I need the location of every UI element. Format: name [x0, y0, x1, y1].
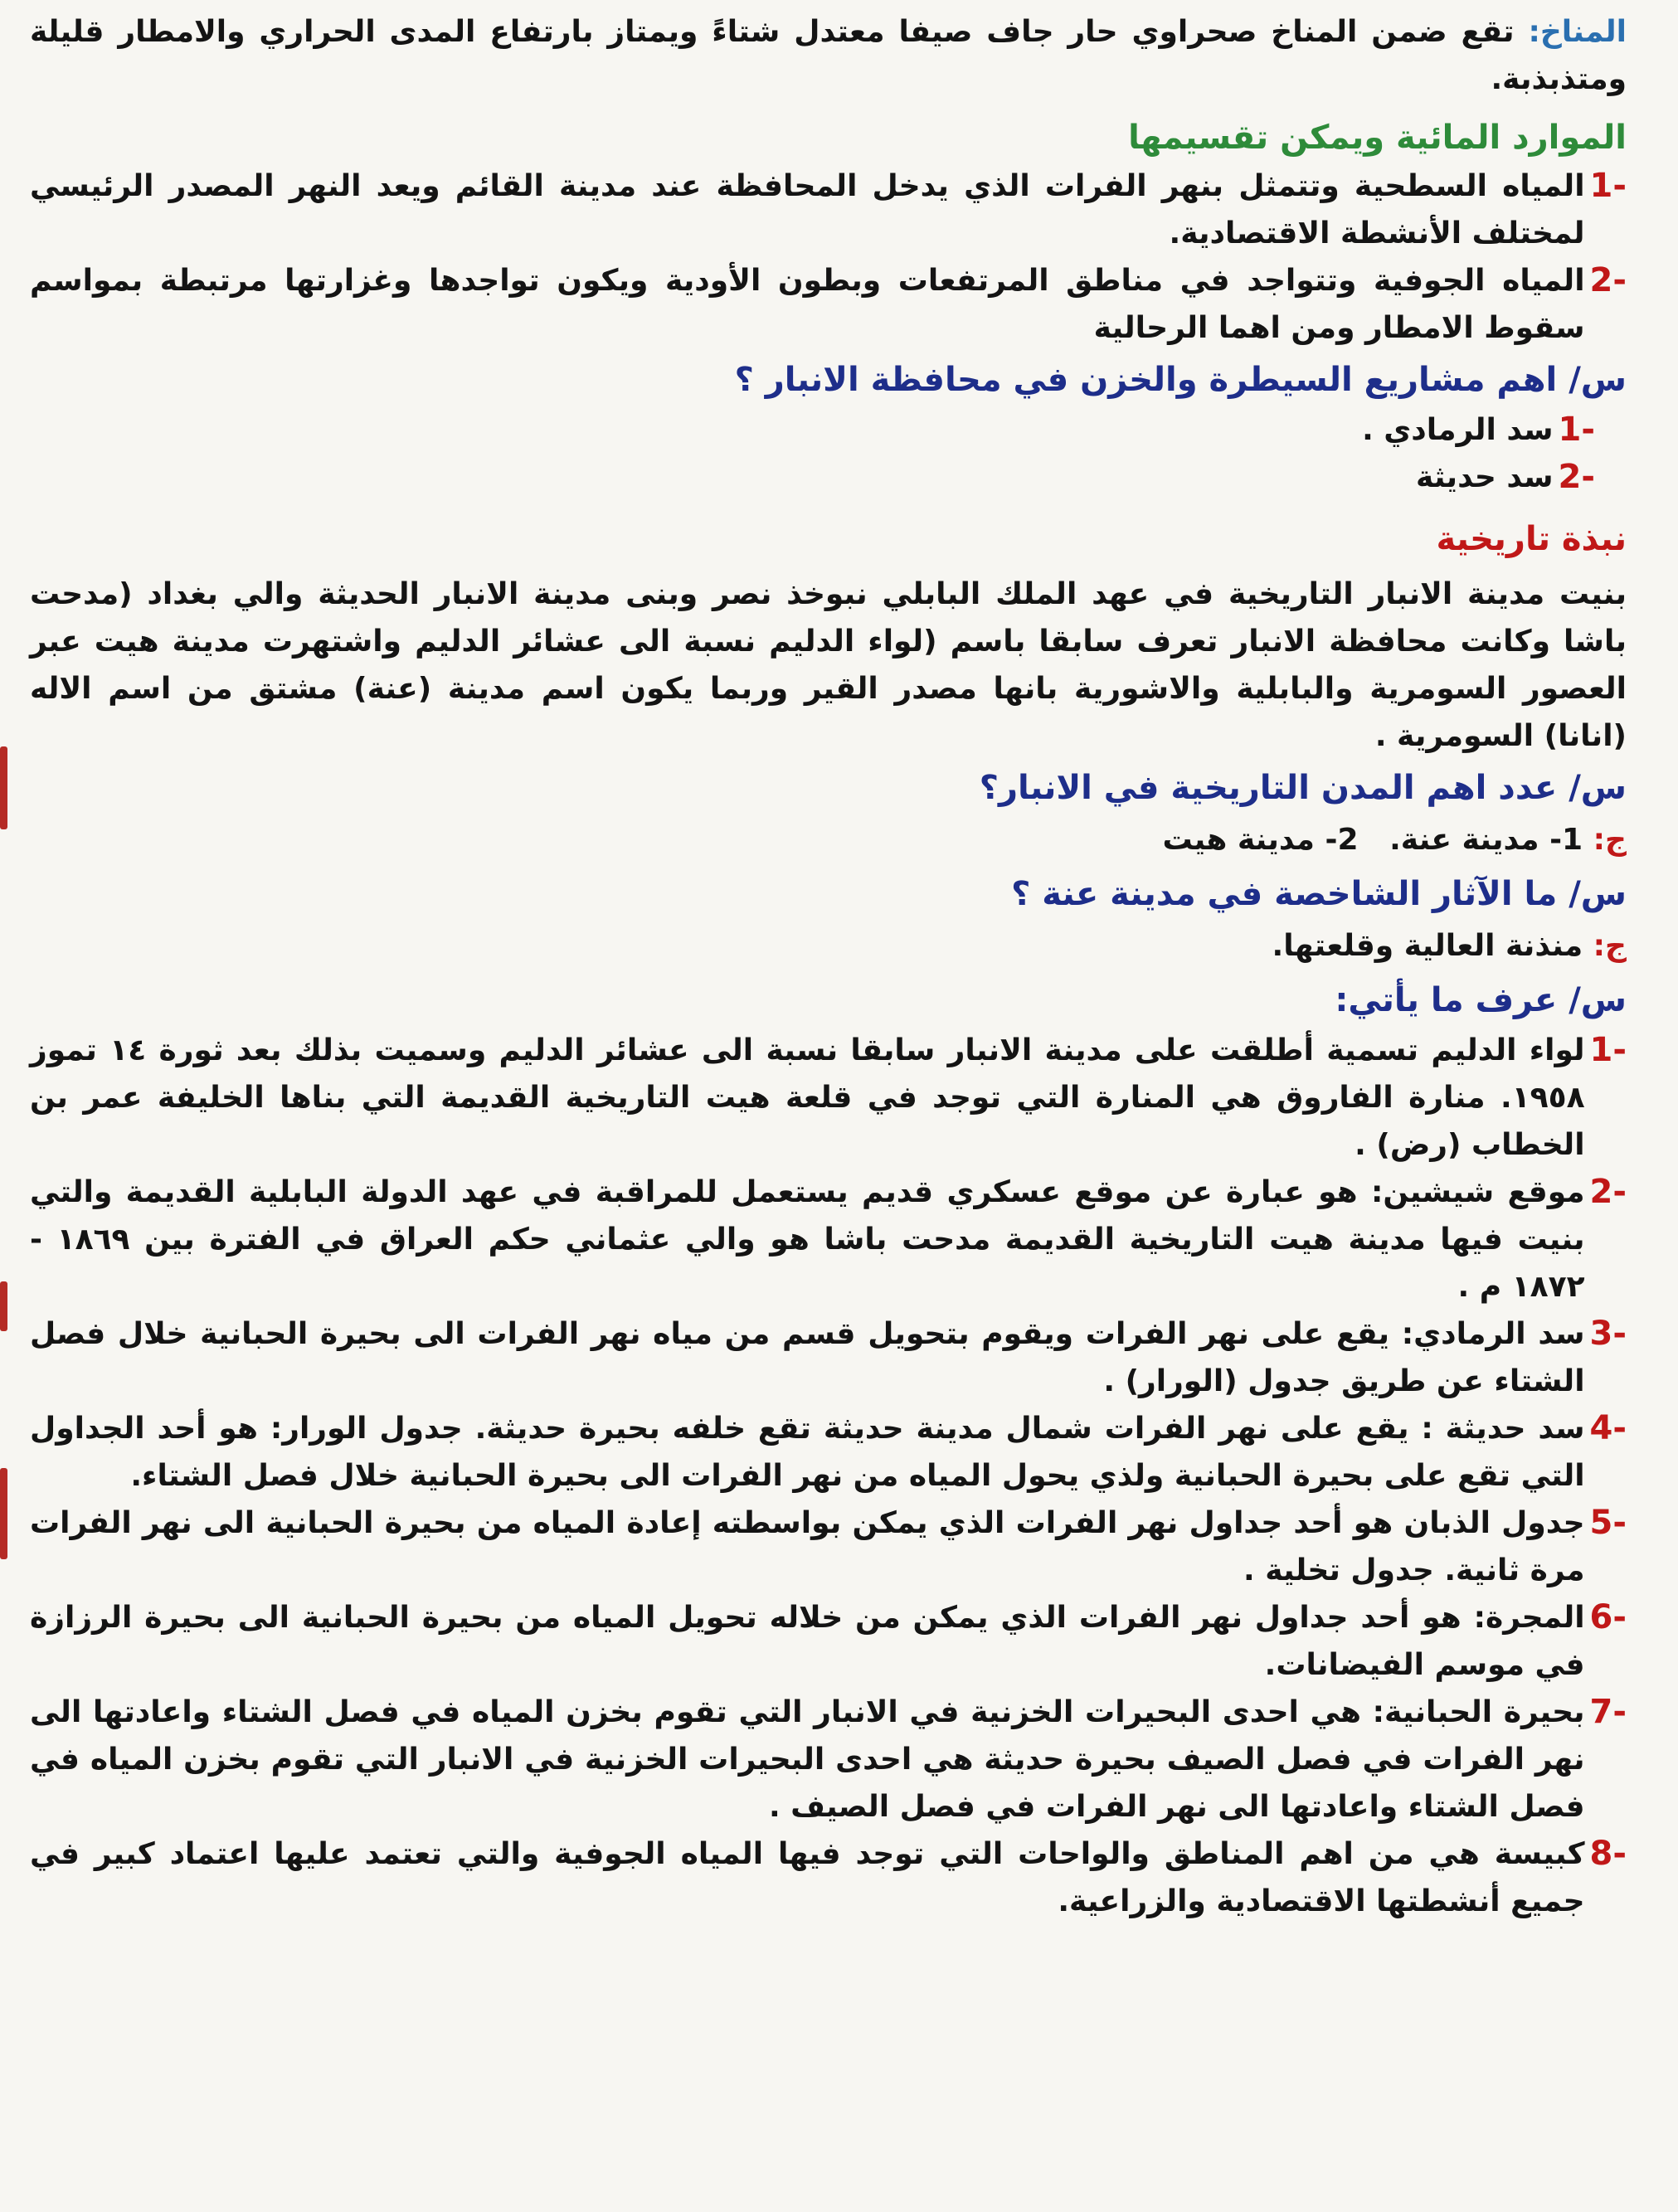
climate-label: المناخ: [1528, 15, 1627, 49]
definition-item [30, 1405, 1627, 1500]
item-number: -1 [1589, 167, 1627, 205]
page-edge-mark [0, 1281, 7, 1331]
question-monuments [30, 868, 1627, 921]
page-edge-mark [0, 1468, 7, 1559]
list-item [30, 257, 1627, 352]
item-number: -3 [1589, 1315, 1627, 1353]
question-projects [30, 353, 1627, 406]
item-number: -2 [1589, 1173, 1627, 1211]
question-prefix: س/ [1569, 875, 1627, 913]
list-item [30, 406, 1627, 454]
definition-item [30, 1594, 1627, 1689]
history-paragraph: بنيت مدينة الانبار التاريخية في عهد الملك البابلي نبوخذ نصر وبنى مدينة الانبار الحديثة والي بغداد (مدحت باشا وكانت محافظة الانبار تعرف سابقا باسم (لواء الدليم نسبة الى عشائر الدليم واشتهرت مدينة هيت عبر العصور السومرية والبابلية والاشورية بانها مصدر القير وربما يكون اسم مدينة (عنة) مشتق من اسم الاله (انانا) السومرية . [30, 577, 1627, 753]
definition-item [30, 1310, 1627, 1405]
history-heading: نبذة تاريخية [1436, 520, 1627, 558]
list-item [30, 163, 1627, 257]
item-number: -4 [1589, 1409, 1627, 1447]
item-number: -1 [1589, 1031, 1627, 1069]
item-number: -2 [1558, 458, 1595, 496]
definition-item [30, 1169, 1627, 1310]
list-item [30, 454, 1627, 501]
question-text: ما الآثار الشاخصة في مدينة عنة ؟ [1011, 875, 1558, 913]
item-text: سد الرمادي: يقع على نهر الفرات ويقوم بتحويل قسم من مياه نهر الفرات الى بحيرة الحبانية خلال فصل الشتاء عن طريق جدول (الورار) . [30, 1317, 1585, 1398]
climate-paragraph [30, 8, 1627, 103]
definition-item [30, 1027, 1627, 1169]
item-text: كبيسة هي من اهم المناطق والواحات التي توجد فيها المياه الجوفية والتي تعتمد عليها اعتماد كبير في جميع أنشطتها الاقتصادية والزراعية. [30, 1837, 1585, 1918]
item-text: موقع شيشين: هو عبارة عن موقع عسكري قديم يستعمل للمراقبة في عهد الدولة البابلية القديمة والتي بنيت فيها مدينة هيت التاريخية القديمة مدحت باشا هو والي عثماني حكم العراق في الفترة بين ١٨٦٩ - ١٨٧٢ م . [30, 1175, 1585, 1304]
climate-text: تقع ضمن المناخ صحراوي حار جاف صيفا معتدل شتاءً ويمتاز بارتفاع المدى الحراري والامطار قليلة ومتذبذبة. [30, 15, 1627, 96]
answer-prefix: ج: [1593, 823, 1627, 857]
question-prefix: س/ [1569, 981, 1627, 1019]
question-text: عدد اهم المدن التاريخية في الانبار؟ [979, 769, 1558, 807]
question-text: عرف ما يأتي: [1335, 981, 1558, 1019]
answer-cities [30, 814, 1627, 866]
question-prefix: س/ [1569, 361, 1627, 399]
item-number: -6 [1589, 1598, 1627, 1636]
item-text: لواء الدليم تسمية أطلقت على مدينة الانبار سابقا نسبة الى عشائر الدليم وسميت بذلك بعد ثورة ١٤ تموز ١٩٥٨. منارة الفاروق هي المنارة التي توجد في قلعة هيت التاريخية القديمة التي بناها الخليفة عمر بن الخطاب (رض) . [30, 1033, 1585, 1162]
item-number: -5 [1589, 1504, 1627, 1542]
item-number: -1 [1558, 411, 1595, 449]
item-number: -2 [1589, 261, 1627, 299]
item-text: المجرة: هو أحد جداول نهر الفرات الذي يمكن من خلاله تحويل المياه من بحيرة الحبانية الى بحيرة الرزازة في موسم الفيضانات. [30, 1601, 1585, 1682]
water-resources-heading: الموارد المائية ويمكن تقسيمها [1128, 119, 1627, 157]
question-text: اهم مشاريع السيطرة والخزن في محافظة الانبار ؟ [734, 361, 1558, 399]
question-define [30, 974, 1627, 1027]
item-text: المياه السطحية وتتمثل بنهر الفرات الذي يدخل المحافظة عند مدينة القائم ويعد النهر المصدر الرئيسي لمختلف الأنشطة الاقتصادية. [30, 169, 1585, 250]
answer-monuments [30, 921, 1627, 972]
answer-prefix: ج: [1593, 929, 1627, 963]
question-cities [30, 761, 1627, 814]
item-text: سد الرمادي . [1362, 413, 1554, 447]
item-text: بحيرة الحبانية: هي احدى البحيرات الخزنية في الانبار التي تقوم بخزن المياه في فصل الشتاء واعادتها الى نهر الفرات في فصل الصيف بحيرة حديثة هي احدى البحيرات الخزنية في الانبار التي تقوم بخزن المياه في فصل الشتاء واعادتها الى نهر الفرات في فصل الصيف . [30, 1695, 1585, 1824]
item-text: سد حديثة : يقع على نهر الفرات شمال مدينة حديثة تقع خلفه بحيرة حديثة. جدول الورار: هو أحد الجداول التي تقع على بحيرة الحبانية ولذي يحول المياه من نهر الفرات الى بحيرة الحبانية خلال فصل الشتاء. [30, 1412, 1585, 1493]
question-prefix: س/ [1569, 769, 1627, 807]
definition-item [30, 1830, 1627, 1925]
answer-text: 1- مدينة عنة. 2- مدينة هيت [1162, 823, 1583, 857]
item-text: سد حديثة [1416, 460, 1554, 494]
item-text: جدول الذبان هو أحد جداول نهر الفرات الذي يمكن بواسطته إعادة المياه من بحيرة الحبانية الى نهر الفرات مرة ثانية. جدول تخلية . [30, 1506, 1585, 1587]
page-edge-mark [0, 746, 7, 829]
definition-item [30, 1500, 1627, 1594]
definition-item [30, 1689, 1627, 1830]
item-number: -7 [1589, 1693, 1627, 1731]
answer-text: منذنة العالية وقلعتها. [1272, 929, 1583, 963]
item-text: المياه الجوفية وتتواجد في مناطق المرتفعات وبطون الأودية ويكون تواجدها وغزارتها مرتبطة بمواسم سقوط الامطار ومن اهما الرحالية [30, 264, 1585, 345]
item-number: -8 [1589, 1835, 1627, 1873]
